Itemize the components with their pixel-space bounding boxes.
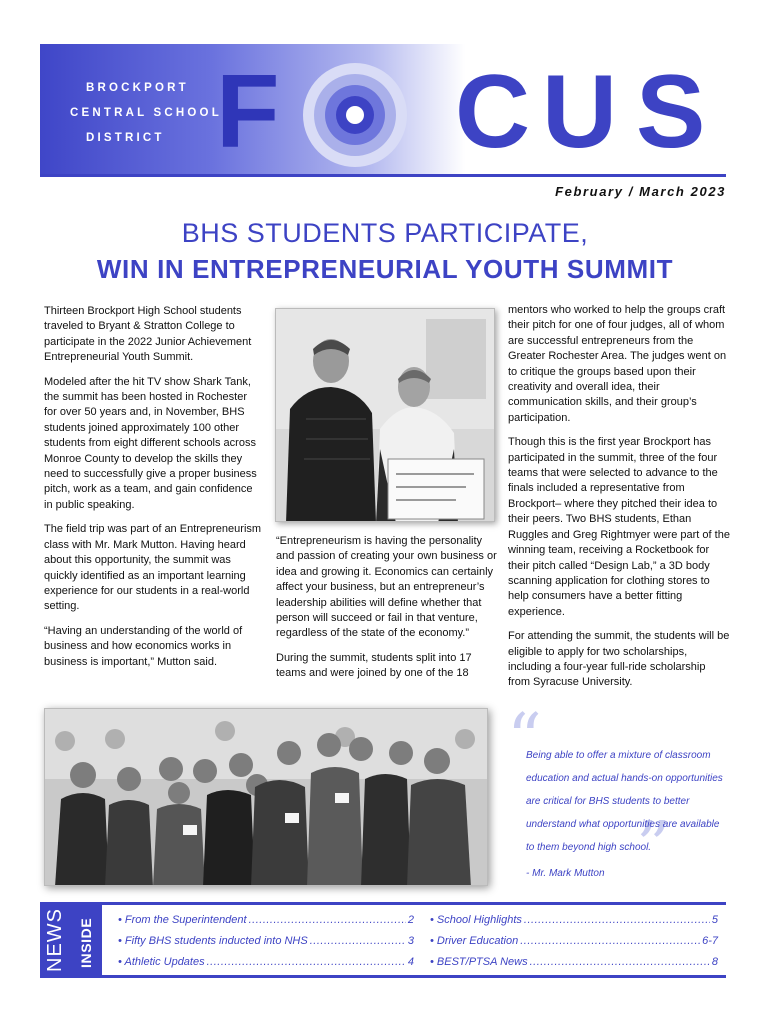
open-quote-icon: “ [507,700,542,779]
headline-line-2: WIN IN ENTREPRENEURIAL YOUTH SUMMIT [96,254,674,284]
issue-date: February / March 2023 [555,184,726,199]
pull-quote: Being able to offer a mixture of classroom education and actual hands-on opportunities are critical for BHS students to better understand what opportunities are available to them beyond high school. [526,750,723,853]
masthead-rule [40,174,726,177]
group-photo [44,708,488,886]
logo-letter-u: U [542,54,618,170]
toc-item[interactable]: • Athletic Updates ..... 4 [118,952,414,973]
district-line-1: BROCKPORT [86,82,189,94]
logo-target-o-icon [300,60,410,170]
paragraph: Modeled after the hit TV show Shark Tank, the summit has been hosted in Rochester for over 50 years and, in November, BHS students joined approximately 100 other students from eight different schools across Monroe County to develop the skills they need to successfully give a proper business pitch, work as a team, and gain confidence in public speaking. [44,375,257,511]
logo-letter-f: F [216,54,280,170]
toc-item[interactable]: • Driver Education ..... 6-7 [430,931,718,952]
paragraph: For attending the summit, the students will be eligible to apply for two scholarships, including a four-year full-ride scholarship from Syracuse University. [508,630,730,689]
pull-quote-author: - Mr. Mark Mutton [526,868,605,879]
paragraph: Though this is the first year Brockport has participated in the summit, three of the four teams that were selected to advance to the finals included a representative from Brockport– where they pitched their idea to their peers. Two BHS students, Ethan Ruggles and Greg Rightmyer were part of the winning team, receiving a Rocketbook for their pitch called “Design Lab,” a 3D body scanning application for clothing stores to help consumers have a better fitting experience. [508,436,730,618]
paragraph: During the summit, students split into 17 teams and were joined by one of the 18 [276,651,472,680]
paragraph: Thirteen Brockport High School students traveled to Bryant & Stratton College to participate in the 2022 Junior Achievement Entrepreneurial Youth Summit. [44,305,252,364]
toc-item[interactable]: • BEST/PTSA News ..... 8 [430,952,718,973]
toc-item[interactable]: • Fifty BHS students inducted into NHS ..... 3 [118,931,414,952]
article-column-1 [44,304,262,679]
toc-item[interactable]: • From the Superintendent ..... 2 [118,910,414,931]
paragraph: “Entrepreneurism is having the personality and passion of creating your own business or idea and growing it. Economics can certainly affect your business, but an entrepreneur’s leadership abilities will define whether that person will succeed or fail in that venture, regardless of the state of the economy.” [276,535,497,640]
toc-right [430,910,718,973]
paragraph: The field trip was part of an Entrepreneurism class with Mr. Mark Mutton. Having heard about this opportunity, the summit was quickly identified as an important learning experience for our students in a real-world setting. [44,523,262,613]
paragraph: “Having an understanding of the world of business and how economics works in business is important,” Mutton said. [44,624,243,668]
headline-line-1: BHS STUDENTS PARTICIPATE, [181,218,589,248]
district-line-3: DISTRICT [86,132,165,144]
inside-label: INSIDE [78,917,94,968]
toc-item[interactable]: • School Highlights ..... 5 [430,910,718,931]
paragraph: mentors who worked to help the groups craft their pitch for one of four judges, all of whom are successful entrepreneurs from the Greater Rochester Area. The judges went on to critique the groups based upon their creativity and overall idea, their communication skills, and their group’s participation. [508,304,727,424]
logo-letter-c: C [455,54,531,170]
close-quote-icon: ” [636,808,671,887]
district-line-2: CENTRAL SCHOOL [70,107,222,119]
article-column-2 [276,534,498,691]
toc-left [118,910,414,973]
logo-letter-s: S [636,54,706,170]
students-pitch-photo [275,308,495,522]
article-column-3 [508,303,730,700]
news-label: NEWS [44,908,66,972]
